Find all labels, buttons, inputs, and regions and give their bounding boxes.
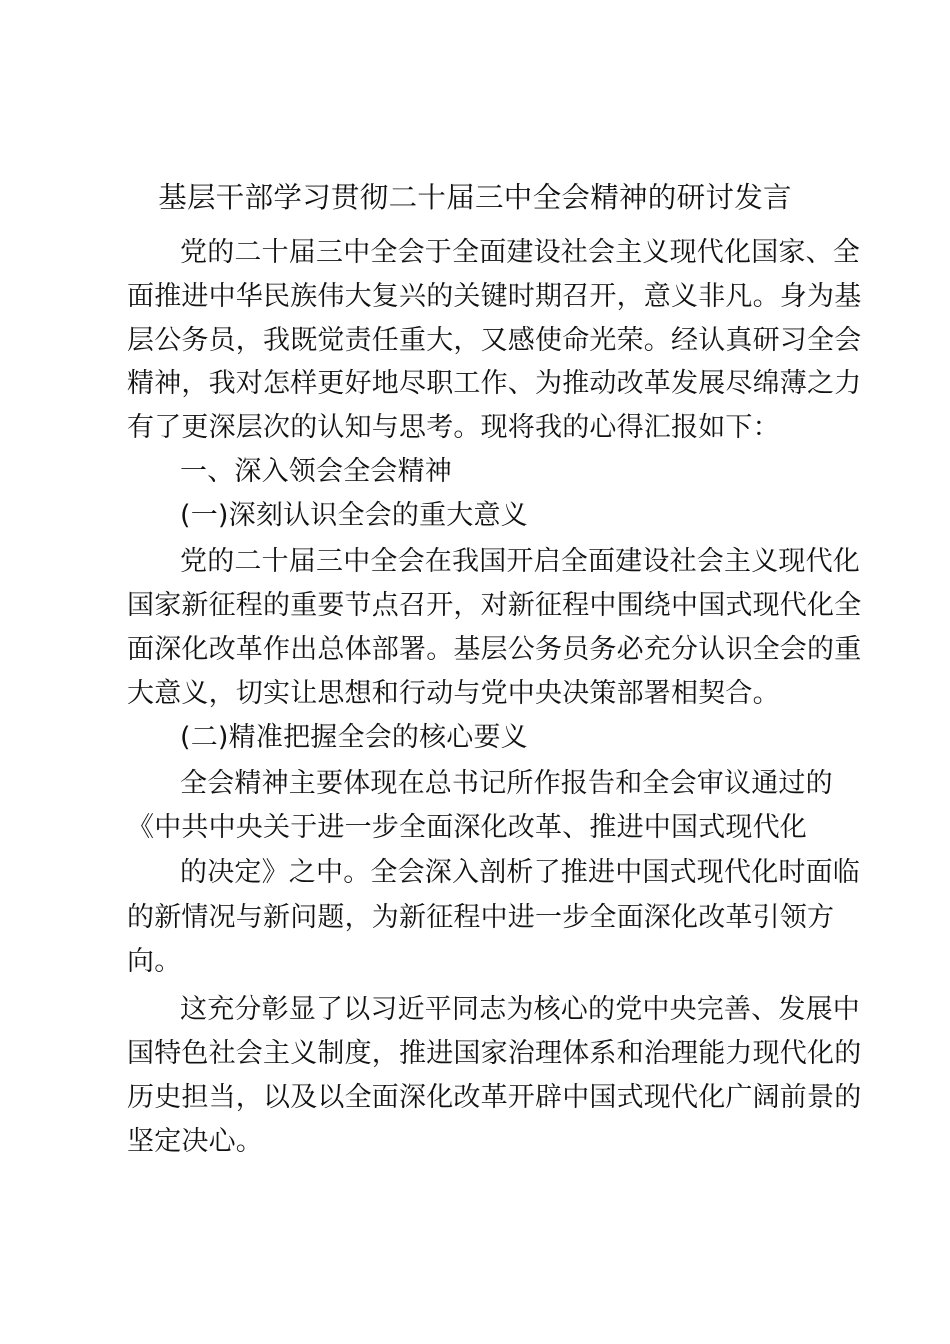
paragraph-line: 的决定》之中。全会深入剖析了推进中国式现代化时面临 bbox=[180, 857, 860, 888]
paragraph-line: 历史担当，以及以全面深化改革开辟中国式现代化广阔前景的 bbox=[127, 1082, 862, 1113]
subsection-heading: (二)精准把握全会的核心要义 bbox=[180, 722, 528, 753]
paragraph-line: 全会精神主要体现在总书记所作报告和全会审议通过的 bbox=[180, 768, 833, 799]
paragraph-line: 《中共中央关于进一步全面深化改革、推进中国式现代化 bbox=[127, 812, 807, 843]
paragraph-line: 有了更深层次的认知与思考。现将我的心得汇报如下： bbox=[127, 412, 780, 443]
paragraph-line: 大意义，切实让思想和行动与党中央决策部署相契合。 bbox=[127, 678, 780, 709]
paragraph-line: 国特色社会主义制度，推进国家治理体系和治理能力现代化的 bbox=[127, 1038, 862, 1069]
paragraph-line: 面推进中华民族伟大复兴的关键时期召开，意义非凡。身为基 bbox=[127, 281, 862, 312]
paragraph-line: 这充分彰显了以习近平同志为核心的党中央完善、发展中 bbox=[180, 994, 860, 1025]
paragraph-line: 的新情况与新问题，为新征程中进一步全面深化改革引领方 bbox=[127, 902, 835, 933]
paragraph-line: 坚定决心。 bbox=[127, 1126, 263, 1157]
paragraph-line: 精神，我对怎样更好地尽职工作、为推动改革发展尽绵薄之力 bbox=[127, 368, 862, 399]
paragraph-line: 向。 bbox=[127, 946, 182, 977]
section-heading: 一、深入领会全会精神 bbox=[180, 456, 452, 487]
paragraph-line: 党的二十届三中全会在我国开启全面建设社会主义现代化 bbox=[180, 546, 860, 577]
paragraph-line: 面深化改革作出总体部署。基层公务员务必充分认识全会的重 bbox=[127, 634, 862, 665]
paragraph-line: 国家新征程的重要节点召开，对新征程中围绕中国式现代化全 bbox=[127, 590, 862, 621]
paragraph-line: 党的二十届三中全会于全面建设社会主义现代化国家、全 bbox=[180, 237, 860, 268]
subsection-heading: (一)深刻认识全会的重大意义 bbox=[180, 500, 528, 531]
document-title: 基层干部学习贯彻二十届三中全会精神的研讨发言 bbox=[158, 181, 792, 214]
paragraph-line: 层公务员，我既觉责任重大，又感使命光荣。经认真研习全会 bbox=[127, 325, 862, 356]
